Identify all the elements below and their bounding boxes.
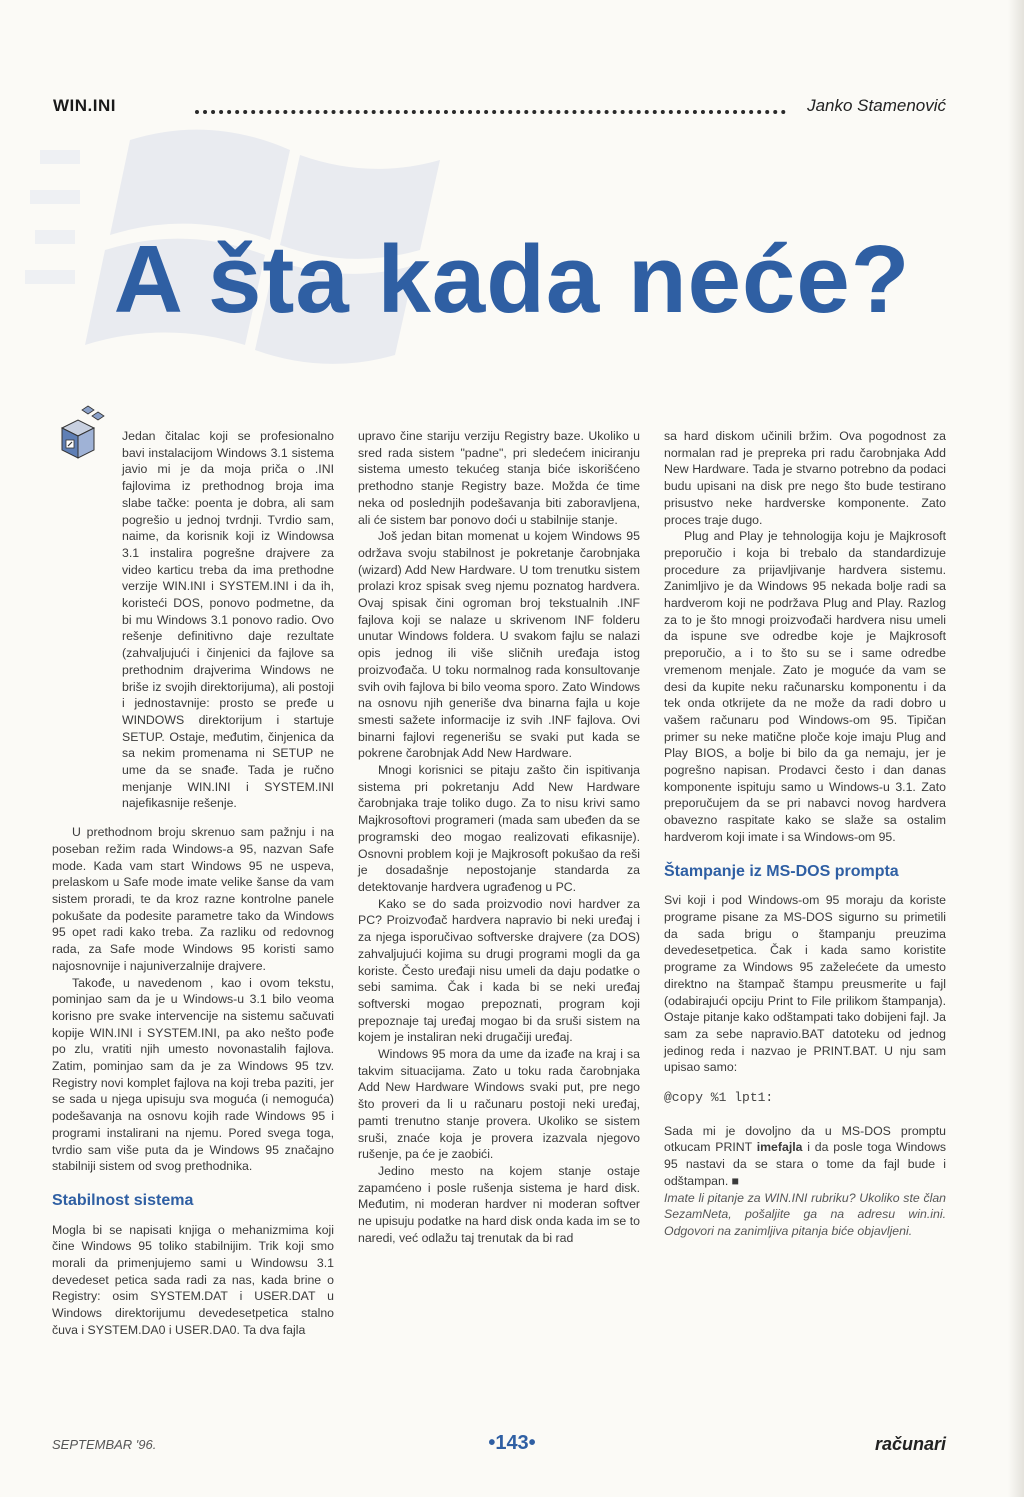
paragraph: Takođe, u navedenom , kao i ovom tekstu, pominjao sam da je u Windows-u 3.1 bilo veoma korisno pre svake intervencije na sistemu sačuvati kopije WIN.INI i SYSTEM.INI, pa ako nešto pođe po zlu, vratiti njih umesto novonastalih fajlova. Zatim, pominjao sam da je za Windows 95 tzv. Registry novi komplet fajlova na koji treba paziti, jer se sada u njega upisuju sva moguća (i nemoguća) podešavanja na osnovu kojih rade Windows 95 i programi instalirani na njemu. Pored svega toga, tvrdio sam više puta da je Windows 95 značajno stabilniji sistem od svog prethodnika.	[52, 975, 334, 1174]
paragraph: upravo čine stariju verziju Registry baze. Ukoliko u sred rada sistem "padne", pri sledećem iniciranju sistema umesto tekućeg stanja biće iskorišćeno prethodno stanje Registry baze. Možda će time neka od poslednjih podešavanja biti zaboravljena, ali će sistem bar ponovo doći u stabilnije stanje.	[358, 429, 640, 527]
column-1	[52, 428, 334, 1339]
paragraph: Jedino mesto na kojem stanje ostaje zapamćeno i posle rušenja sistema je hard disk. Međutim, ni moderan hardver ni moderan softver ne upisuju podatke na hard disk onda kada im se to naredi, već odlažu taj trenutak da bi rad	[358, 1163, 640, 1245]
text-run: Sada mi je dovoljno da u MS-DOS promptu otkucam PRINT	[664, 1123, 946, 1155]
paragraph: Windows 95 mora da ume da izađe na kraj i sa takvim situacijama. Zato u toku rada čarobnjaka Add New Hardware Windows svaki put, pre nego što proveri da li u računaru postoji neki uređaj, pamti trenutno stanje provera. Ukoliko se sistem sruši, znaće koja je provera izazvala njegovo rušenje, pa će je zaobići.	[358, 1047, 640, 1162]
paragraph: sa hard diskom učinili bržim. Ova pogodnost za normalan rad je prepreka pri radu čarobnjaka Add New Hardware. Tada je stvarno potrebno da podaci budu upisani na disk pre nego što bude testirano prisustvo neke hardverske komponente. Zato proces traje dugo.	[664, 429, 946, 527]
bold-filename: imefajla	[756, 1140, 803, 1155]
page-header	[53, 96, 946, 120]
section-label: WIN.INI	[53, 96, 116, 115]
code-line: @copy %1 lpt1:	[664, 1090, 774, 1106]
magazine-brand: računari	[874, 1434, 946, 1454]
issue-date: SEPTEMBAR '96.	[52, 1437, 157, 1452]
paragraph: Mnogi korisnici se pitaju zašto čin ispitivanja sistema pri pokretanju Add New Hardware čarobnjaka traje toliko dugo. Za to nisu krivi samo Majkrosoftovi programeri (mada sam ubeđen da se programski deo mogao realizovati efikasnije). Osnovni problem koji je Majkrosoft pokušao da reši je dosadašnje nepostojanje standarda za detektovanje hardvera ugrađenog u PC.	[358, 763, 640, 894]
text-run: i da posle toga Windows 95 nastavi da se stara o tome da fajl bude i odštampan. ■	[664, 1140, 946, 1188]
paragraph: Jedan čitalac koji se profesionalno bavi instalacijom Windows 3.1 sistema javio mi je da moja priča o .INI fajlovima iz prethodnog broja ima slabe tačke: poenta je dobra, ali sam pogrešio u jednoj tvrdnji. Tvrdio sam, naime, da korisnik koji iz Windowsa 3.1 instalira pogrešne drajvere za video karticu treba da ima prethodne verzije WIN.INI i SYSTEM.INI i da ih, koristeći DOS, ponovo podmetne, da bi mu Windows 3.1 ponovo radio. Ovo rešenje definitivno daje rezultate (zahvaljujući i činjenici da fajlove sa prethodnim drajverima Windows ne briše iz svojih direktorijuma), ali postoji i jednostavnije: prosto se pređe u WINDOWS direktorijum i startuje SETUP. Ostaje, međutim, činjenica da sa nekim promenama ni SETUP ne ume da se snađe. Tada je ručno menjanje WIN.INI i SYSTEM.INI najefikasnije rešenje.	[122, 429, 334, 811]
subheading-stabilnost: Stabilnost sistema	[52, 1191, 194, 1209]
column-2	[358, 428, 640, 1246]
paragraph: Svi koji i pod Windows-om 95 moraju da koriste programe pisane za MS-DOS sigurno su primetili da sada brigu o štampanju preuzima devedesetpetica. Čak i kada samo koristite programe za Windows 95 zaželećete da umesto direktno na štampač štampu preusmerite u fajl (odabirajući opciju Print to File prilikom štampanja). Ostaje pitanje kako odštampati tako dobijeni fajl. Ja sam za sebe napravio.BAT datoteku od jednog jedinog reda i nazvao je PRINT.BAT. U nju sam upisao samo:	[664, 893, 946, 1075]
paragraph: U prethodnom broju skrenuo sam pažnju i na poseban režim rada Windows-a 95, nazvan Safe mode. Kada vam start Windows 95 ne uspeva, prelaskom u Safe mode imate velike šanse da vam sistem proradi, te da kroz razne kontrolne panele pokušate da podesite parametre tako da Windows 95 opet radi kako treba. Za razliku od redovnog rada, za Safe mode Windows 95 koristi samo najosnovnije i najuniverzalnije drajvere.	[52, 825, 334, 973]
subheading-stampanje: Štampanje iz MS-DOS prompta	[664, 862, 899, 880]
article-title: A šta kada neće?	[113, 226, 911, 333]
reader-note: Imate li pitanje za WIN.INI rubriku? Ukoliko ste član SezamNeta, pošaljite ga na adresu win.ini. Odgovori na zanimljiva pitanja biće objavljeni.	[664, 1190, 946, 1238]
header-dotted-rule	[195, 110, 786, 114]
author-name: Janko Stamenović	[807, 96, 946, 115]
paragraph: Još jedan bitan momenat u kojem Windows 95 održava svoju stabilnost je pokretanje čarobnjaka (wizard) Add New Hardware. U tom trenutku sistem prolazi kroz spisak sveg njemu poznatog hardvera. Ovaj spisak čini ogroman broj tekstualnih .INF fajlova koji se nalaze u skrivenom INF folderu unutar Windows foldera. U svakom fajlu se nalazi opis jednog ili više sličnih uređaja istog proizvođača. U toku normalnog rada konsultovanje svih ovih fajlova bi bilo veoma sporo. Zato Windows na osnovu njih generiše dva binarna fajla u koje smesti sažete informacije iz svih .INF fajlova. Ovi binarni fajlovi regenerišu se svaki put kada se pokrene čarobnjak Add New Hardware.	[358, 529, 640, 761]
column-3	[664, 428, 946, 1240]
paragraph: Plug and Play je tehnologija koju je Majkrosoft preporučio i koja bi trebalo da standardizuje procedure za prijavljivanje hardvera sistemu. Zanimljivo je da Windows 95 nekada bolje radi sa hardverom koji ne podržava Plug and Play. Razlog za to je što mnogi proizvođači hardvera nisu umeli da ispune sve odredbe koje je Majkrosoft preporučio, a i to što su se i same odredbe vremenom menjale. Zato je moguće da vam se desi da kupite neku računarsku komponentu i da tek onda otkrijete da ne može da radi dobro u vašem računaru pod Windows-om 95. Tipičan primer su neke matične ploče koje imaju Plug and Play BIOS, a bolje bi bilo da ga nemaju, jer je pogrešno napisan. Prodavci često i dan danas komponente ispituju samo u Windows-u 3.1. Zato preporučujem da se pri nabavci novog hardvera obavezno raspitate kako se slaže sa ostalim hardverom koji imate i sa Windows-om 95.	[664, 529, 946, 844]
paragraph: Kako se do sada proizvodio novi hardver za PC? Proizvođač hardvera napravio bi neki uređaj i za njega isporučivao softverske drajvere (za DOS) zahvaljujući kojima su drugi programi mogli da ga koriste. Često uređaji nisu umeli da daju podatke o sebi samima. Čak i kada bi se neki uređaj softverski mogao prepoznati, program koji prepoznaje taj uređaj mogao bi da sruši sistem na kojem je instaliran neki drugačiji uređaj.	[358, 896, 640, 1045]
page-number: •143•	[488, 1432, 536, 1454]
paragraph	[664, 1123, 946, 1190]
paragraph: Mogla bi se napisati knjiga o mehanizmima koji čine Windows 95 toliko stabilnijim. Trik koji smo morali da primenjujemo sami u Windowsu 3.1 devedeset petica sada radi za nas, kada brine o Registry: osim SYSTEM.DAT i USER.DAT u Windows direktorijumu devedesetpetica stalno čuva i SYSTEM.DA0 i USER.DA0. Ta dva fajla	[52, 1222, 334, 1337]
